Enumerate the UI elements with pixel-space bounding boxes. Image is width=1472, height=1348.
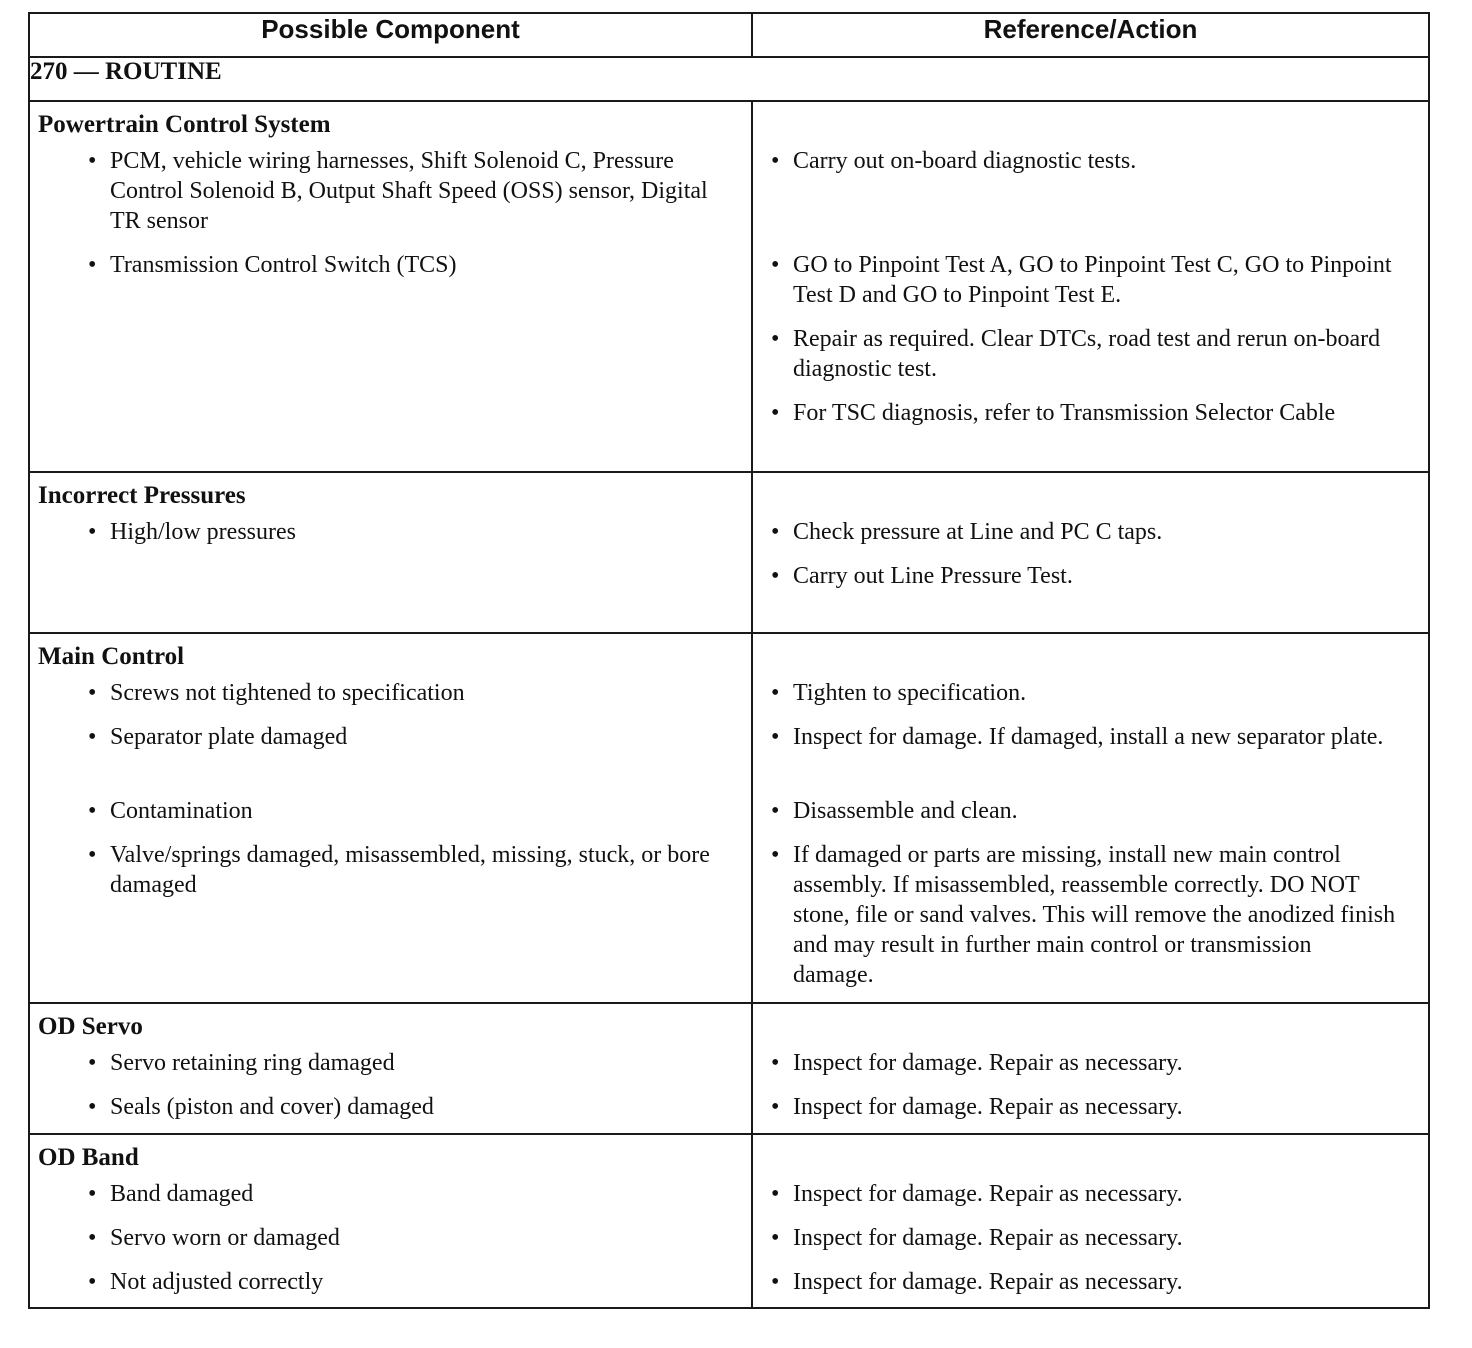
component-item: • Band damaged (110, 1179, 733, 1223)
component-item: • Transmission Control Switch (TCS) (110, 250, 733, 280)
section-row-powertrain (29, 101, 1429, 472)
component-list (30, 517, 751, 547)
section-title: Main Control (38, 643, 185, 670)
component-item: • Servo retaining ring damaged (110, 1048, 733, 1092)
component-item: • Contamination (110, 796, 733, 840)
section-title: Powertrain Control System (38, 111, 331, 138)
action-item: • Check pressure at Line and PC C taps. (793, 517, 1398, 561)
component-cell (29, 101, 752, 472)
component-item: • PCM, vehicle wiring harnesses, Shift Solenoid C, Pressure Control Solenoid B, Output Shaft Speed (OSS) sensor, Digital TR sensor (110, 146, 733, 250)
action-item: • Carry out Line Pressure Test. (793, 561, 1398, 591)
action-list (753, 1179, 1428, 1297)
component-list (30, 678, 751, 900)
component-cell (29, 633, 752, 1003)
component-list (30, 146, 751, 280)
component-item: • Screws not tightened to specification (110, 678, 733, 722)
action-item: • Inspect for damage. Repair as necessary. (793, 1048, 1398, 1092)
section-row-od-servo (29, 1003, 1429, 1134)
header-row (29, 13, 1429, 57)
action-item: • Inspect for damage. Repair as necessary. (793, 1267, 1398, 1297)
action-cell (752, 1134, 1429, 1308)
section-row-od-band (29, 1134, 1429, 1308)
component-cell (29, 1003, 752, 1134)
action-item: • For TSC diagnosis, refer to Transmission Selector Cable (793, 398, 1398, 428)
component-item: • Seals (piston and cover) damaged (110, 1092, 733, 1122)
component-cell (29, 472, 752, 633)
component-item: • Servo worn or damaged (110, 1223, 733, 1267)
diagnosis-table (28, 12, 1430, 1309)
component-item: • Separator plate damaged (110, 722, 733, 796)
action-list (753, 146, 1428, 428)
action-item: • If damaged or parts are missing, install new main control assembly. If misassembled, reassemble correctly. DO NOT stone, file or sand valves. This will remove the anodized finish and may result in further main control or transmission damage. (793, 840, 1398, 990)
component-item: • Not adjusted correctly (110, 1267, 733, 1297)
section-title: Incorrect Pressures (38, 482, 246, 509)
action-item: • Inspect for damage. If damaged, install a new separator plate. (793, 722, 1398, 796)
action-item: • Carry out on-board diagnostic tests. (793, 146, 1398, 250)
action-item: • Repair as required. Clear DTCs, road test and rerun on-board diagnostic test. (793, 324, 1398, 398)
action-item: • Inspect for damage. Repair as necessary. (793, 1179, 1398, 1223)
action-cell (752, 633, 1429, 1003)
action-list (753, 1048, 1428, 1122)
routine-row (29, 57, 1429, 101)
diagnosis-sheet (28, 12, 1428, 1309)
section-title: OD Band (38, 1144, 139, 1171)
action-list (753, 517, 1428, 591)
action-item: • Inspect for damage. Repair as necessary. (793, 1092, 1398, 1122)
action-item: • Inspect for damage. Repair as necessary. (793, 1223, 1398, 1267)
action-item: • Tighten to specification. (793, 678, 1398, 722)
column-header-reference-action: Reference/Action (752, 13, 1429, 57)
section-row-main-control (29, 633, 1429, 1003)
routine-label: 270 — ROUTINE (29, 57, 1429, 101)
section-title: OD Servo (38, 1013, 143, 1040)
action-item: • GO to Pinpoint Test A, GO to Pinpoint Test C, GO to Pinpoint Test D and GO to Pinpoint Test E. (793, 250, 1398, 324)
action-list (753, 678, 1428, 990)
action-cell (752, 472, 1429, 633)
component-item: • High/low pressures (110, 517, 733, 547)
component-item: • Valve/springs damaged, misassembled, missing, stuck, or bore damaged (110, 840, 733, 900)
component-list (30, 1048, 751, 1122)
section-row-incorrect-pressures (29, 472, 1429, 633)
component-cell (29, 1134, 752, 1308)
component-list (30, 1179, 751, 1297)
action-cell (752, 1003, 1429, 1134)
action-cell (752, 101, 1429, 472)
column-header-possible-component: Possible Component (29, 13, 752, 57)
action-item: • Disassemble and clean. (793, 796, 1398, 840)
